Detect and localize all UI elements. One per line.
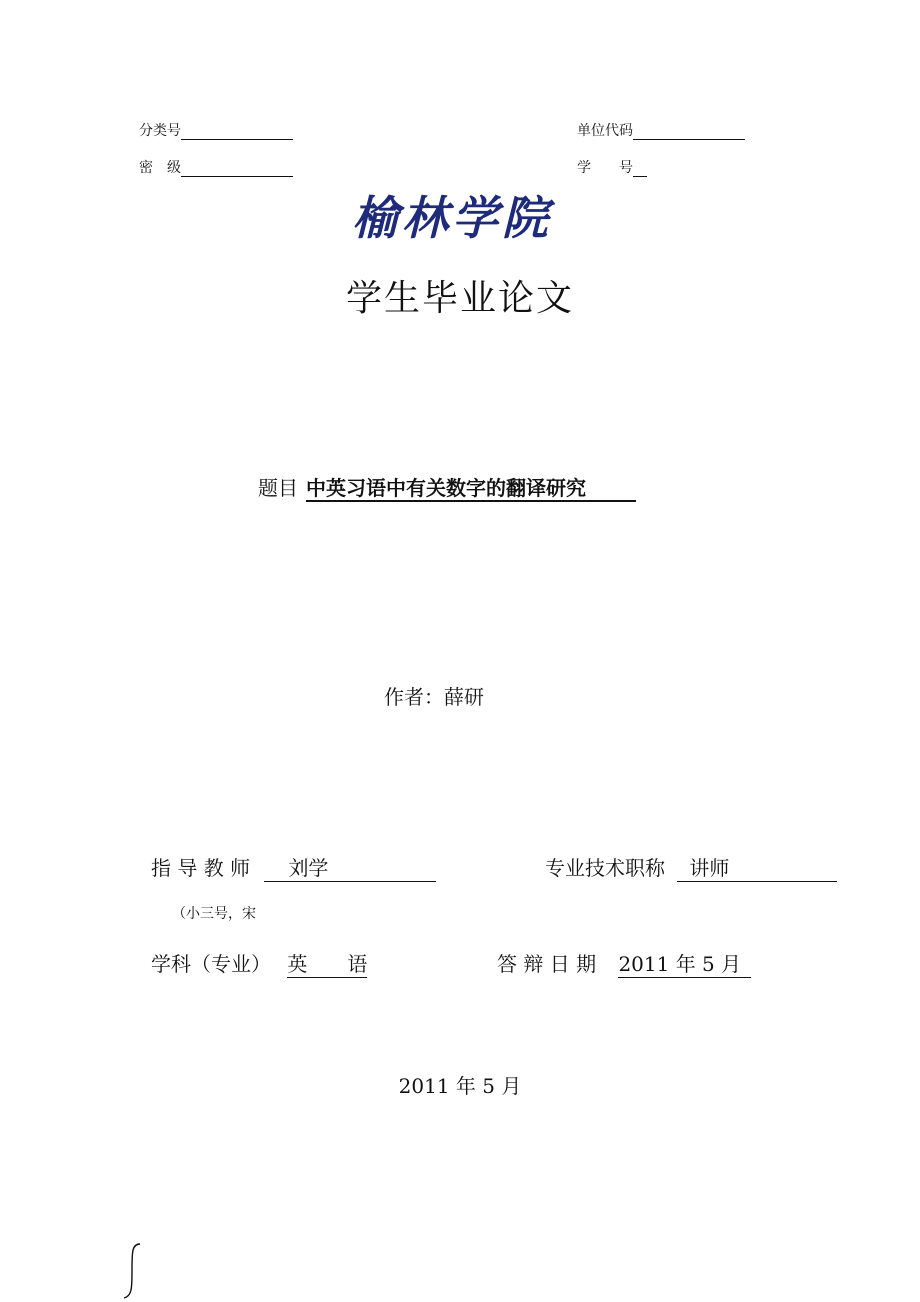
classification-field [139,120,293,140]
subject-field [151,948,367,978]
topic-field [258,472,636,501]
author-name: 薛研 [444,685,484,709]
integral-mark-icon [118,1240,148,1302]
advisor-field [151,852,436,882]
title-rank-label: 专业技术职称 [545,856,665,880]
secret-level-label: 密 级 [139,160,181,176]
subject-label: 学科（专业） [151,952,271,976]
classification-blank [181,125,293,140]
secret-level-field [139,157,293,177]
author-label: 作者： [384,685,444,709]
topic-label: 题目 [258,476,298,500]
subject-value: 英 语 [287,948,367,978]
footer-date: 2011 年 5 月 [398,1074,522,1098]
topic-value: 中英习语中有关数字的翻译研究 [306,476,636,502]
unit-code-label: 单位代码 [577,123,633,139]
author-field [384,681,484,710]
student-id-label: 学 号 [577,160,633,176]
advisor-value: 刘学 [264,852,436,882]
advisor-label: 指 导 教 师 [151,856,251,880]
student-id-blank [633,162,647,177]
format-note: （小三号，宋 [172,906,256,922]
defense-date-field [497,948,751,978]
university-logo: 榆林学院 [352,191,552,245]
secret-level-blank [181,162,293,177]
title-rank-value: 讲师 [677,852,837,882]
student-id-field [577,157,647,177]
page-title: 学生毕业论文 [345,278,574,319]
title-rank-field [545,852,837,882]
classification-label: 分类号 [139,123,181,139]
unit-code-blank [633,125,745,140]
defense-date-value: 2011 年 5 月 [618,948,751,978]
unit-code-field [577,120,745,140]
defense-date-label: 答 辩 日 期 [497,952,597,976]
